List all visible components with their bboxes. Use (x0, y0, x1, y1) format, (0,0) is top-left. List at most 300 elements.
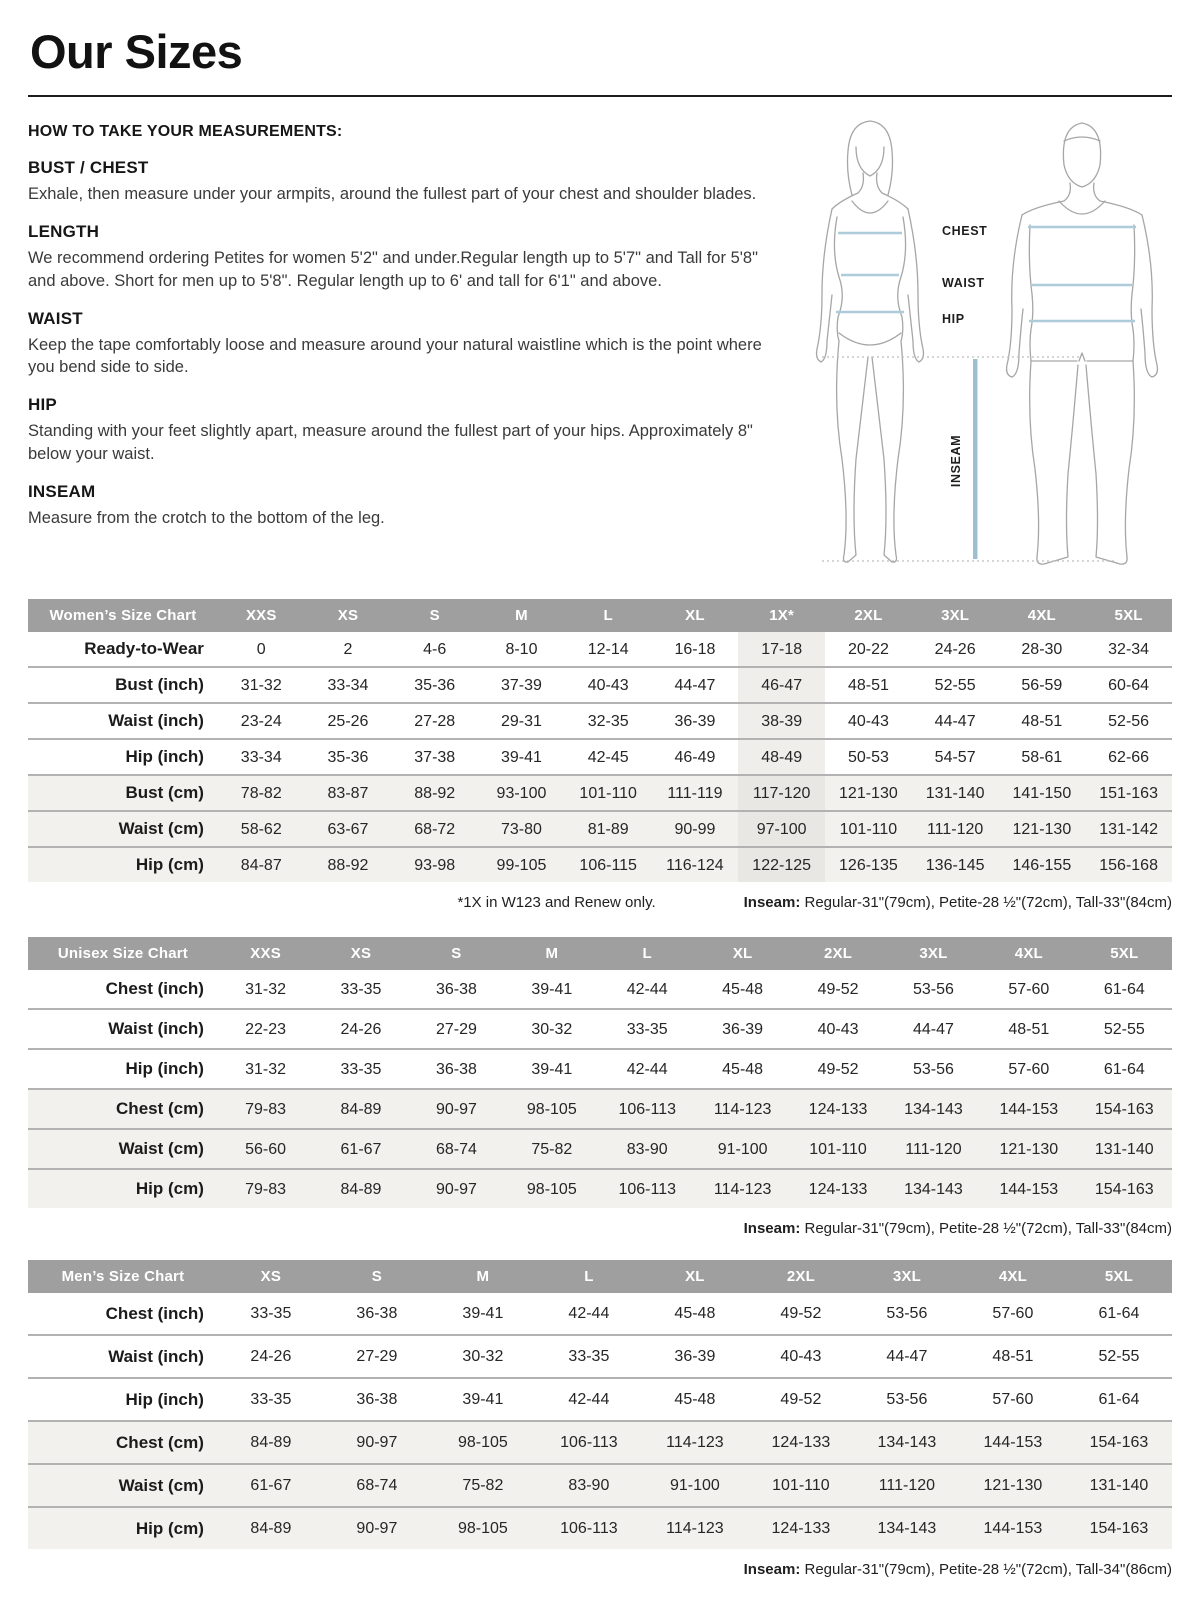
waist-label: WAIST (942, 276, 985, 290)
row-label: Hip (inch) (125, 1059, 204, 1078)
row-label: Waist (inch) (108, 711, 204, 730)
size-cell: 36-39 (722, 1020, 764, 1038)
size-cell: 106-113 (618, 1180, 676, 1198)
size-cell: 134-143 (904, 1100, 963, 1118)
size-cell: 52-55 (1098, 1348, 1140, 1365)
size-cell: 79-83 (245, 1180, 287, 1198)
column-header: L (565, 599, 652, 632)
page-title: Our Sizes (30, 25, 243, 78)
size-cell: 91-100 (669, 1477, 720, 1494)
column-header: 5XL (1077, 937, 1172, 970)
size-cell: 32-35 (587, 712, 629, 730)
womens-chart-footnote-1x: *1X in W123 and Renew only. (457, 894, 656, 911)
table-title: Men’s Size Chart (28, 1260, 218, 1293)
size-cell: 124-133 (771, 1434, 831, 1451)
size-cell: 48-51 (992, 1348, 1034, 1365)
column-header: XS (305, 599, 392, 632)
table-row (28, 1129, 1172, 1169)
size-cell: 12-14 (587, 640, 629, 658)
row-label: Hip (inch) (125, 747, 204, 766)
size-cell: 154-163 (1089, 1434, 1149, 1451)
size-cell: 98-105 (526, 1180, 577, 1198)
column-header: XL (652, 599, 739, 632)
column-header: S (324, 1260, 430, 1293)
size-cell: 57-60 (1008, 980, 1050, 998)
size-cell: 24-26 (250, 1348, 292, 1365)
row-label: Waist (cm) (118, 1475, 204, 1495)
inseam-footnote-text: Regular-31"(79cm), Petite-28 ½"(72cm), Tall-34"(86cm) (800, 1561, 1172, 1578)
row-label: Waist (inch) (108, 1346, 204, 1366)
size-cell: 99-105 (496, 856, 547, 874)
size-cell: 23-24 (240, 712, 282, 730)
size-cell: 131-142 (1099, 820, 1158, 838)
unisex-chart-footnote-inseam (744, 1220, 1172, 1237)
size-cell: 20-22 (847, 640, 889, 658)
size-cell: 68-74 (435, 1140, 477, 1158)
size-cell: 106-115 (579, 856, 637, 874)
size-cell: 32-34 (1108, 640, 1150, 658)
size-cell: 124-133 (808, 1100, 868, 1118)
section-body-bust-chest: Exhale, then measure under your armpits, around the fullest part of your chest and shoulder blades. (28, 185, 757, 203)
table-row (28, 632, 1172, 667)
title-divider (28, 95, 1172, 97)
size-cell: 37-39 (501, 676, 542, 694)
section-title-hip: HIP (28, 395, 57, 415)
size-cell: 111-120 (878, 1477, 936, 1494)
size-cell: 28-30 (1021, 640, 1063, 658)
size-cell: 27-29 (356, 1348, 398, 1365)
size-cell: 106-113 (560, 1434, 618, 1451)
size-cell: 154-163 (1094, 1180, 1154, 1198)
size-cell: 30-32 (462, 1348, 504, 1365)
size-cell: 39-41 (462, 1305, 504, 1322)
column-header: XXS (218, 599, 305, 632)
row-label: Waist (cm) (118, 1139, 204, 1158)
measurement-diagram-wrap (782, 123, 1187, 571)
table-row (28, 1335, 1172, 1378)
size-cell: 44-47 (886, 1348, 928, 1365)
column-header: 4XL (981, 937, 1076, 970)
size-cell: 58-61 (1021, 748, 1063, 766)
column-header: 5XL (1085, 599, 1172, 632)
column-header: 4XL (999, 599, 1086, 632)
size-cell: 88-92 (327, 856, 369, 874)
size-cell: 144-153 (983, 1434, 1043, 1451)
mens-size-chart-section (28, 1260, 1172, 1579)
size-cell: 27-29 (435, 1020, 477, 1038)
size-cell: 39-41 (501, 748, 542, 766)
inseam-label: INSEAM (949, 434, 963, 488)
size-cell: 121-130 (1012, 820, 1072, 838)
section-title-waist: WAIST (28, 308, 83, 328)
size-cell: 114-123 (666, 1434, 724, 1451)
size-cell: 29-31 (501, 712, 542, 730)
row-label: Chest (cm) (116, 1099, 204, 1118)
measurement-instructions (28, 123, 770, 571)
size-cell: 73-80 (501, 820, 542, 838)
table-row (28, 1049, 1172, 1089)
size-cell: 52-55 (1103, 1020, 1145, 1038)
table-row (28, 1089, 1172, 1129)
size-cell: 68-74 (356, 1477, 398, 1494)
size-cell: 49-52 (780, 1391, 822, 1408)
size-cell: 97-100 (738, 811, 825, 847)
column-header: 5XL (1066, 1260, 1172, 1293)
size-cell: 40-43 (587, 676, 629, 694)
section-title-inseam: INSEAM (28, 481, 96, 501)
table-row (28, 667, 1172, 703)
size-cell: 45-48 (722, 980, 764, 998)
column-header: 1X* (738, 599, 825, 632)
size-cell: 40-43 (847, 712, 889, 730)
size-cell: 136-145 (925, 856, 985, 874)
size-cell: 33-35 (626, 1020, 668, 1038)
column-header: L (536, 1260, 642, 1293)
size-cell: 111-120 (905, 1140, 962, 1158)
section-title-bust-chest: BUST / CHEST (28, 158, 149, 177)
size-cell: 141-150 (1012, 784, 1072, 802)
size-cell: 90-97 (435, 1180, 477, 1198)
column-header: S (409, 937, 504, 970)
size-cell: 57-60 (992, 1391, 1034, 1408)
size-cell: 88-92 (414, 784, 456, 802)
column-header: 3XL (912, 599, 999, 632)
table-header-row (28, 1260, 1172, 1293)
table-row (28, 811, 1172, 847)
size-cell: 101-110 (772, 1477, 830, 1494)
section-body-length: We recommend ordering Petites for women 5'2" and under.Regular length up to 5'7" and Tall for 5'8" and above. Short for men up to 5'8". Regular length up to 6' and tall for 6'1" and above. (28, 249, 758, 290)
size-cell: 48-49 (738, 739, 825, 775)
size-cell: 61-64 (1103, 980, 1145, 998)
size-cell: 156-168 (1099, 856, 1158, 874)
size-cell: 36-38 (356, 1305, 398, 1322)
size-cell: 57-60 (992, 1305, 1034, 1322)
size-cell: 2 (343, 640, 353, 658)
size-cell: 48-51 (847, 676, 889, 694)
size-cell: 38-39 (738, 703, 825, 739)
size-cell: 121-130 (839, 784, 898, 802)
inseam-footnote-text: Regular-31"(79cm), Petite-28 ½"(72cm), Tall-33"(84cm) (800, 1220, 1172, 1237)
womens-size-chart-table (28, 599, 1172, 882)
size-cell: 39-41 (462, 1391, 504, 1408)
table-row (28, 1293, 1172, 1335)
row-label: Hip (inch) (125, 1389, 204, 1409)
size-cell: 84-89 (250, 1520, 292, 1537)
size-cell: 81-89 (587, 820, 629, 838)
size-cell: 106-113 (618, 1100, 676, 1118)
size-cell: 53-56 (912, 1060, 954, 1078)
size-cell: 56-60 (245, 1140, 287, 1158)
size-cell: 44-47 (912, 1020, 954, 1038)
size-cell: 30-32 (531, 1020, 573, 1038)
size-cell: 54-57 (934, 748, 976, 766)
column-header: XL (695, 937, 790, 970)
size-cell: 36-39 (674, 1348, 716, 1365)
table-row (28, 775, 1172, 811)
table-row (28, 1009, 1172, 1049)
table-row (28, 1378, 1172, 1421)
size-cell: 33-34 (240, 748, 282, 766)
column-header: 3XL (886, 937, 981, 970)
size-cell: 0 (256, 640, 266, 658)
size-cell: 131-140 (1089, 1477, 1149, 1494)
size-cell: 61-67 (250, 1477, 292, 1494)
size-cell: 37-38 (414, 748, 456, 766)
size-cell: 45-48 (674, 1391, 716, 1408)
size-cell: 42-45 (587, 748, 629, 766)
size-cell: 131-140 (1094, 1140, 1154, 1158)
size-cell: 90-97 (356, 1434, 398, 1451)
size-cell: 35-36 (327, 748, 369, 766)
column-header: M (478, 599, 565, 632)
size-cell: 144-153 (983, 1520, 1043, 1537)
column-header: M (504, 937, 599, 970)
table-title: Women’s Size Chart (28, 599, 218, 632)
size-cell: 84-89 (340, 1100, 382, 1118)
size-cell: 101-110 (579, 784, 637, 802)
size-cell: 84-89 (340, 1180, 382, 1198)
size-cell: 91-100 (717, 1140, 768, 1158)
size-cell: 52-55 (934, 676, 976, 694)
size-cell: 124-133 (771, 1520, 831, 1537)
size-cell: 90-97 (356, 1520, 398, 1537)
row-label: Chest (inch) (105, 979, 204, 998)
size-cell: 24-26 (934, 640, 976, 658)
size-cell: 33-35 (340, 1060, 382, 1078)
size-cell: 25-26 (327, 712, 369, 730)
section-body-hip: Standing with your feet slightly apart, measure around the fullest part of your hips. Approximately 8" below your waist. (28, 422, 753, 463)
unisex-size-chart-section (28, 937, 1172, 1238)
column-header: 2XL (748, 1260, 854, 1293)
size-cell: 49-52 (817, 1060, 859, 1078)
size-cell: 83-90 (568, 1477, 610, 1494)
column-header: XS (313, 937, 408, 970)
row-label: Ready-to-Wear (84, 639, 204, 658)
size-cell: 24-26 (340, 1020, 382, 1038)
female-figure-illustration (817, 121, 924, 562)
size-cell: 53-56 (912, 980, 954, 998)
size-cell: 45-48 (674, 1305, 716, 1322)
size-cell: 98-105 (526, 1100, 577, 1118)
size-cell: 111-120 (926, 820, 984, 838)
size-cell: 49-52 (780, 1305, 822, 1322)
size-cell: 42-44 (626, 980, 668, 998)
size-cell: 134-143 (904, 1180, 963, 1198)
size-cell: 93-100 (496, 784, 547, 802)
size-cell: 68-72 (414, 820, 456, 838)
unisex-chart-footnotes (28, 1220, 1172, 1238)
hip-label: HIP (942, 312, 965, 326)
size-cell: 58-62 (240, 820, 282, 838)
column-header: 2XL (790, 937, 885, 970)
table-row (28, 970, 1172, 1009)
size-cell: 111-119 (667, 784, 723, 802)
size-cell: 36-38 (356, 1391, 398, 1408)
size-cell: 42-44 (568, 1305, 610, 1322)
inseam-footnote-label: Inseam: (743, 1220, 801, 1237)
table-row (28, 847, 1172, 882)
size-cell: 27-28 (414, 712, 456, 730)
inseam-footnote-label: Inseam: (743, 1561, 801, 1578)
size-cell: 121-130 (983, 1477, 1043, 1494)
column-header: XS (218, 1260, 324, 1293)
row-label: Hip (cm) (135, 1518, 204, 1538)
size-cell: 45-48 (722, 1060, 764, 1078)
size-cell: 144-153 (999, 1180, 1059, 1198)
size-cell: 63-67 (327, 820, 369, 838)
row-label: Hip (cm) (135, 1179, 204, 1198)
row-label: Bust (cm) (125, 783, 204, 802)
size-cell: 90-99 (674, 820, 716, 838)
column-header: S (391, 599, 478, 632)
column-header: 4XL (960, 1260, 1066, 1293)
size-cell: 60-64 (1108, 676, 1150, 694)
mens-size-chart-table (28, 1260, 1172, 1549)
table-row (28, 703, 1172, 739)
size-cell: 117-120 (738, 775, 825, 811)
size-cell: 31-32 (240, 676, 282, 694)
table-header-row (28, 937, 1172, 970)
size-cell: 98-105 (457, 1520, 508, 1537)
size-cell: 33-35 (250, 1305, 292, 1322)
size-cell: 122-125 (738, 847, 825, 882)
section-title-length: LENGTH (28, 222, 100, 242)
column-header: XL (642, 1260, 748, 1293)
table-title: Unisex Size Chart (28, 937, 218, 970)
size-cell: 40-43 (817, 1020, 859, 1038)
size-cell: 8-10 (505, 640, 538, 658)
size-cell: 98-105 (457, 1434, 508, 1451)
size-cell: 57-60 (1008, 1060, 1050, 1078)
size-cell: 22-23 (245, 1020, 287, 1038)
size-cell: 52-56 (1108, 712, 1150, 730)
size-cell: 121-130 (999, 1140, 1059, 1158)
womens-size-chart-section (28, 599, 1172, 911)
mens-chart-footnote-inseam (744, 1561, 1172, 1578)
column-header: L (600, 937, 695, 970)
section-body-inseam: Measure from the crotch to the bottom of the leg. (28, 508, 385, 527)
column-header: XXS (218, 937, 313, 970)
size-cell: 114-123 (666, 1520, 724, 1537)
column-header: 2XL (825, 599, 912, 632)
size-cell: 61-64 (1103, 1060, 1145, 1078)
size-cell: 44-47 (934, 712, 976, 730)
unisex-size-chart-table (28, 937, 1172, 1208)
size-cell: 36-38 (435, 980, 477, 998)
size-cell: 17-18 (738, 632, 825, 667)
size-cell: 93-98 (414, 856, 456, 874)
row-label: Waist (inch) (108, 1019, 204, 1038)
table-row (28, 1507, 1172, 1549)
size-cell: 83-90 (626, 1140, 668, 1158)
column-header: M (430, 1260, 536, 1293)
size-cell: 75-82 (462, 1477, 504, 1494)
row-label: Hip (cm) (135, 855, 204, 874)
size-cell: 36-39 (674, 712, 716, 730)
inseam-line (973, 359, 978, 559)
table-header-row (28, 599, 1172, 632)
size-cell: 101-110 (809, 1140, 867, 1158)
size-cell: 154-163 (1089, 1520, 1149, 1537)
size-cell: 134-143 (877, 1520, 937, 1537)
size-cell: 62-66 (1108, 748, 1150, 766)
size-cell: 61-64 (1098, 1391, 1140, 1408)
table-row (28, 739, 1172, 775)
size-cell: 84-89 (250, 1434, 292, 1451)
size-cell: 126-135 (839, 856, 898, 874)
size-cell: 61-64 (1098, 1305, 1140, 1322)
size-cell: 50-53 (847, 748, 889, 766)
size-cell: 31-32 (245, 1060, 287, 1078)
size-cell: 31-32 (245, 980, 287, 998)
size-cell: 48-51 (1021, 712, 1063, 730)
size-cell: 33-35 (340, 980, 382, 998)
intro-section (28, 123, 1172, 571)
size-cell: 146-155 (1012, 856, 1072, 874)
size-cell: 16-18 (674, 640, 716, 658)
row-label: Bust (inch) (115, 675, 204, 694)
size-cell: 39-41 (531, 980, 573, 998)
size-cell: 36-38 (435, 1060, 477, 1078)
row-label: Waist (cm) (118, 819, 204, 838)
size-cell: 4-6 (423, 640, 447, 658)
size-cell: 49-52 (817, 980, 859, 998)
size-cell: 42-44 (626, 1060, 668, 1078)
table-row (28, 1421, 1172, 1464)
size-cell: 40-43 (780, 1348, 822, 1365)
section-body-waist: Keep the tape comfortably loose and measure around your natural waistline which is the point where you bend side to side. (28, 335, 762, 377)
inseam-footnote-label: Inseam: (743, 894, 801, 911)
row-label: Chest (cm) (116, 1432, 204, 1452)
womens-chart-footnotes (28, 894, 1172, 911)
chest-label: CHEST (942, 224, 988, 238)
measurement-instructions-heading: HOW TO TAKE YOUR MEASUREMENTS: (28, 123, 343, 140)
size-cell: 114-123 (713, 1100, 772, 1118)
size-cell: 154-163 (1094, 1100, 1154, 1118)
size-cell: 33-35 (250, 1391, 292, 1408)
row-label: Chest (inch) (105, 1303, 204, 1323)
size-cell: 53-56 (886, 1391, 928, 1408)
size-cell: 48-51 (1008, 1020, 1050, 1038)
male-figure-illustration (1007, 123, 1158, 564)
womens-chart-footnote-inseam (744, 894, 1172, 911)
size-cell: 90-97 (435, 1100, 477, 1118)
size-cell: 46-49 (674, 748, 716, 766)
size-cell: 124-133 (808, 1180, 868, 1198)
size-cell: 42-44 (568, 1391, 610, 1408)
size-cell: 33-35 (568, 1348, 610, 1365)
size-cell: 35-36 (414, 676, 456, 694)
size-cell: 44-47 (674, 676, 716, 694)
size-cell: 131-140 (925, 784, 985, 802)
size-cell: 114-123 (713, 1180, 772, 1198)
size-cell: 75-82 (531, 1140, 573, 1158)
table-row (28, 1464, 1172, 1507)
size-cell: 33-34 (327, 676, 369, 694)
size-cell: 46-47 (738, 667, 825, 703)
size-cell: 106-113 (560, 1520, 618, 1537)
column-header: 3XL (854, 1260, 960, 1293)
size-cell: 84-87 (240, 856, 282, 874)
size-cell: 79-83 (245, 1100, 287, 1118)
table-row (28, 1169, 1172, 1208)
measurement-diagram (782, 109, 1187, 571)
size-cell: 61-67 (340, 1140, 382, 1158)
mens-chart-footnotes (28, 1561, 1172, 1579)
size-cell: 83-87 (327, 784, 369, 802)
size-cell: 56-59 (1021, 676, 1063, 694)
size-cell: 134-143 (877, 1434, 937, 1451)
